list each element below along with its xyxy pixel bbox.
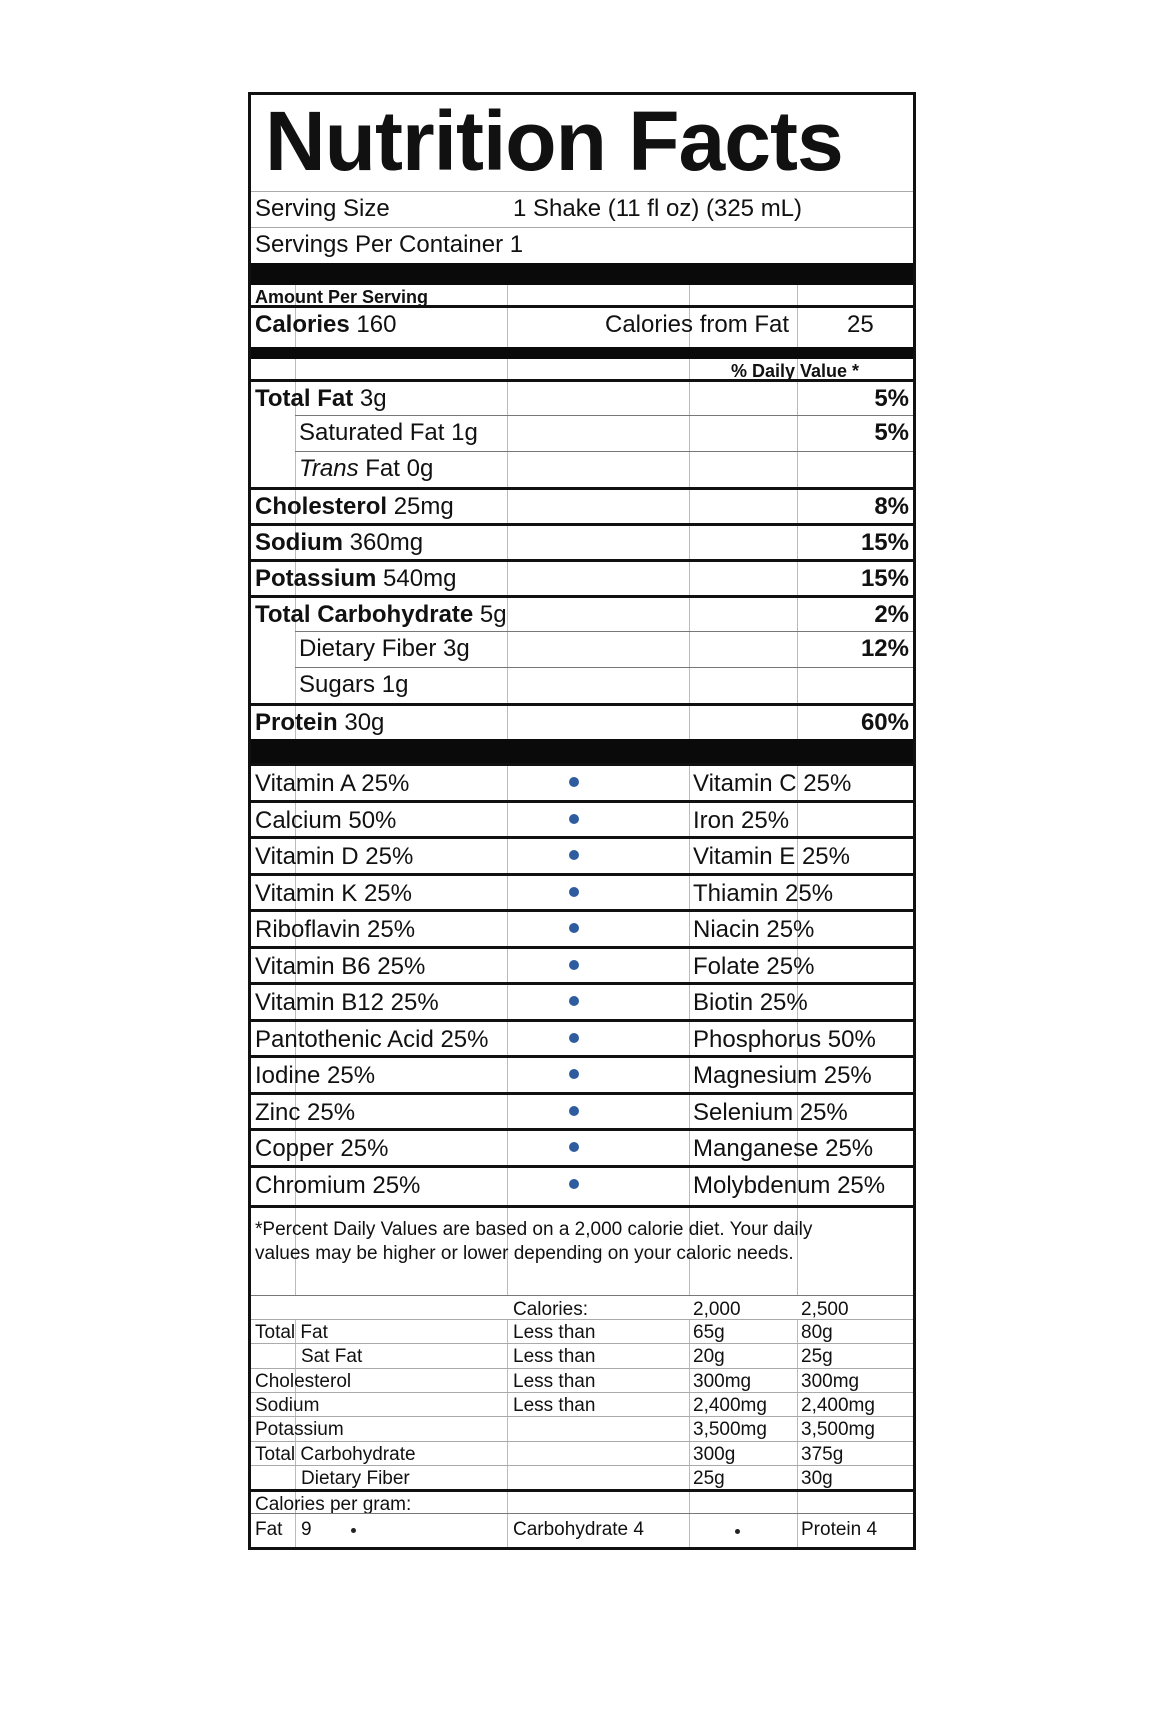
servings-per-container: Servings Per Container 1 bbox=[255, 231, 524, 258]
calories-per-gram-label: Calories per gram: bbox=[255, 1494, 412, 1515]
vitamin-row bbox=[251, 1165, 913, 1202]
separator-dot bbox=[735, 1529, 740, 1534]
vitamin-row bbox=[251, 1019, 913, 1056]
nutrient-row-total-fat bbox=[251, 379, 913, 415]
bullet-dot bbox=[569, 850, 579, 860]
calories-from-fat-value: 25 bbox=[847, 311, 874, 338]
reference-value-2000: 2,400mg bbox=[693, 1394, 767, 1416]
nutrient-row-sodium bbox=[251, 523, 913, 559]
vitamin-row bbox=[251, 946, 913, 983]
vitamin-left: Zinc 25% bbox=[255, 1098, 356, 1126]
fat-value: 9 bbox=[301, 1519, 312, 1540]
vitamin-right: Vitamin E 25% bbox=[693, 843, 850, 870]
divider-bar bbox=[251, 347, 913, 359]
reference-value-2500: 80g bbox=[801, 1322, 833, 1343]
reference-qualifier: Less than bbox=[513, 1346, 596, 1368]
reference-nutrient: Sodium bbox=[255, 1394, 320, 1416]
bullet-dot bbox=[569, 1179, 579, 1189]
reference-value-2500: 25g bbox=[801, 1346, 833, 1368]
vitamin-right: Niacin 25% bbox=[693, 916, 815, 943]
nutrient-dv: 5% bbox=[874, 385, 909, 412]
bullet-dot bbox=[569, 1106, 579, 1116]
reference-value-2500: 3,500mg bbox=[801, 1419, 875, 1441]
calories-value: 160 bbox=[356, 311, 397, 338]
reference-row bbox=[251, 1441, 913, 1465]
nutrient-name: Cholesterol bbox=[255, 493, 388, 520]
vitamin-row bbox=[251, 800, 913, 837]
serving-size-value: 1 Shake (11 fl oz) (325 mL) bbox=[513, 195, 803, 222]
divider-bar bbox=[251, 263, 913, 285]
divider-bar bbox=[251, 739, 913, 763]
carb-per-gram: Carbohydrate 4 bbox=[513, 1519, 644, 1540]
vitamin-right: Phosphorus 50% bbox=[693, 1025, 876, 1053]
serving-size-row bbox=[251, 191, 913, 227]
fat-label: Fat bbox=[255, 1519, 283, 1540]
vitamin-right: Selenium 25% bbox=[693, 1098, 848, 1126]
nutrient-amount: 5g bbox=[479, 601, 507, 628]
bullet-dot bbox=[569, 1033, 579, 1043]
nutrient-name: Sodium bbox=[255, 529, 343, 556]
nutrient-name: Saturated Fat bbox=[299, 419, 445, 446]
vitamin-left: Iodine 25% bbox=[255, 1062, 376, 1089]
nutrition-label bbox=[248, 92, 916, 1550]
reference-value-2500: 30g bbox=[801, 1467, 833, 1489]
reference-qualifier: Less than bbox=[513, 1322, 596, 1343]
nutrient-amount: 25mg bbox=[393, 493, 454, 520]
reference-qualifier: Less than bbox=[513, 1370, 596, 1392]
calories-per-gram-row bbox=[251, 1489, 913, 1513]
amount-header-row bbox=[251, 285, 913, 305]
nutrient-amount: 1g bbox=[381, 671, 409, 698]
reference-value-2500: 300mg bbox=[801, 1370, 860, 1392]
separator-dot bbox=[351, 1528, 356, 1533]
nutrient-row-sugars bbox=[295, 667, 913, 703]
reference-nutrient: Cholesterol bbox=[255, 1370, 352, 1392]
vitamin-left: Copper 25% bbox=[255, 1135, 389, 1162]
vitamin-right: Folate 25% bbox=[693, 952, 815, 980]
bullet-dot bbox=[569, 923, 579, 933]
bullet-dot bbox=[569, 777, 579, 787]
reference-value-2000: 300mg bbox=[693, 1370, 752, 1392]
footnote-line-2: values may be higher or lower depending on your caloric needs. bbox=[255, 1243, 794, 1264]
nutrient-amount: 3g bbox=[443, 635, 470, 662]
vitamin-left: Vitamin B6 25% bbox=[255, 952, 426, 980]
reference-header-row bbox=[251, 1295, 913, 1319]
nutrient-amount: 3g bbox=[359, 385, 387, 412]
bullet-dot bbox=[569, 996, 579, 1006]
reference-calories-label: Calories: bbox=[513, 1299, 588, 1320]
nutrient-row-potassium bbox=[251, 559, 913, 595]
dv-header-row bbox=[251, 359, 913, 379]
nutrient-name: Total Carbohydrate bbox=[255, 601, 474, 628]
reference-value-2000: 25g bbox=[693, 1467, 725, 1489]
reference-col-2000: 2,000 bbox=[693, 1299, 741, 1320]
bullet-dot bbox=[569, 887, 579, 897]
nutrient-dv: 2% bbox=[874, 601, 909, 628]
nutrient-row-protein bbox=[251, 703, 913, 739]
footnote-line-1: *Percent Daily Values are based on a 2,000 calorie diet. Your daily bbox=[255, 1219, 813, 1240]
bullet-dot bbox=[569, 814, 579, 824]
nutrient-amount: 30g bbox=[344, 709, 385, 736]
nutrient-amount: 540mg bbox=[383, 565, 457, 592]
nutrient-amount: Fat 0g bbox=[365, 455, 434, 482]
nutrient-row-cholesterol bbox=[251, 487, 913, 523]
vitamin-left: Chromium 25% bbox=[255, 1171, 421, 1199]
nutrient-name: Sugars bbox=[299, 671, 376, 698]
reference-value-2000: 65g bbox=[693, 1322, 725, 1343]
vitamin-row bbox=[251, 836, 913, 873]
reference-nutrient: Potassium bbox=[255, 1419, 344, 1441]
reference-nutrient: Sat Fat bbox=[301, 1346, 363, 1368]
reference-value-2500: 375g bbox=[801, 1443, 844, 1465]
nutrient-row-trans-fat bbox=[295, 451, 913, 487]
vitamin-row bbox=[251, 763, 913, 800]
reference-row bbox=[251, 1392, 913, 1416]
vitamin-left: Riboflavin 25% bbox=[255, 916, 416, 943]
bullet-dot bbox=[569, 1069, 579, 1079]
vitamin-right: Vitamin C 25% bbox=[693, 770, 852, 797]
reference-value-2500: 2,400mg bbox=[801, 1394, 875, 1416]
nutrient-dv: 15% bbox=[860, 565, 909, 592]
nutrient-amount: 1g bbox=[451, 419, 478, 446]
nutrient-row-dietary-fiber bbox=[295, 631, 913, 667]
vitamin-left: Calcium 50% bbox=[255, 806, 397, 834]
nutrient-name: Total Fat bbox=[255, 385, 354, 412]
vitamin-left: Vitamin B12 25% bbox=[255, 989, 439, 1016]
vitamin-row bbox=[251, 982, 913, 1019]
daily-value-header: % Daily Value * bbox=[731, 361, 860, 381]
vitamin-right: Magnesium 25% bbox=[693, 1062, 872, 1089]
vitamin-left: Pantothenic Acid 25% bbox=[255, 1025, 489, 1053]
calories bbox=[255, 313, 396, 337]
vitamin-right: Biotin 25% bbox=[693, 989, 808, 1016]
vitamin-row bbox=[251, 1055, 913, 1092]
nutrient-row-saturated-fat bbox=[295, 415, 913, 451]
reference-row bbox=[251, 1416, 913, 1440]
reference-value-2000: 20g bbox=[693, 1346, 725, 1368]
reference-nutrient: Dietary Fiber bbox=[301, 1467, 410, 1489]
nutrient-dv: 12% bbox=[860, 635, 909, 662]
nutrient-row-total-carbohydrate bbox=[251, 595, 913, 631]
bullet-dot bbox=[569, 1142, 579, 1152]
vitamin-right: Molybdenum 25% bbox=[693, 1171, 886, 1199]
reference-col-2500: 2,500 bbox=[801, 1299, 849, 1320]
reference-row bbox=[251, 1368, 913, 1392]
footnote-block bbox=[251, 1205, 913, 1295]
reference-value-2000: 300g bbox=[693, 1443, 736, 1465]
bullet-dot bbox=[569, 960, 579, 970]
vitamin-row bbox=[251, 1128, 913, 1165]
vitamin-row bbox=[251, 1092, 913, 1129]
reference-value-2000: 3,500mg bbox=[693, 1419, 767, 1441]
nutrient-name: Protein bbox=[255, 709, 338, 736]
reference-row bbox=[251, 1343, 913, 1367]
calories-label: Calories bbox=[255, 311, 350, 338]
nutrient-amount: 360mg bbox=[349, 529, 424, 556]
nutrient-name: Trans bbox=[299, 455, 359, 482]
calories-row bbox=[251, 305, 913, 339]
nutrient-dv: 60% bbox=[860, 709, 909, 736]
nutrient-dv: 15% bbox=[860, 529, 909, 556]
vitamin-left: Vitamin A 25% bbox=[255, 770, 410, 797]
protein-per-gram: Protein 4 bbox=[801, 1519, 878, 1540]
nutrient-name: Dietary Fiber bbox=[299, 635, 437, 662]
vitamin-right: Manganese 25% bbox=[693, 1135, 874, 1162]
reference-nutrient: Total Fat bbox=[255, 1322, 328, 1343]
reference-qualifier: Less than bbox=[513, 1394, 596, 1416]
servings-per-container-row bbox=[251, 227, 913, 263]
reference-row bbox=[251, 1465, 913, 1489]
vitamin-right: Thiamin 25% bbox=[693, 879, 834, 907]
nutrient-name: Potassium bbox=[255, 565, 377, 592]
vitamin-row bbox=[251, 873, 913, 910]
nutrient-dv: 8% bbox=[874, 493, 909, 520]
vitamin-left: Vitamin K 25% bbox=[255, 879, 412, 907]
reference-nutrient: Total Carbohydrate bbox=[255, 1443, 416, 1465]
label-title: Nutrition Facts bbox=[265, 94, 843, 188]
calories-from-fat-label: Calories from Fat bbox=[605, 311, 790, 338]
vitamin-right: Iron 25% bbox=[693, 806, 790, 834]
serving-size-label: Serving Size bbox=[255, 195, 390, 222]
per-gram-values-row bbox=[251, 1513, 913, 1547]
vitamin-left: Vitamin D 25% bbox=[255, 843, 414, 870]
vitamin-row bbox=[251, 909, 913, 946]
reference-row bbox=[251, 1319, 913, 1343]
nutrient-dv: 5% bbox=[874, 419, 909, 446]
amount-per-serving: Amount Per Serving bbox=[255, 287, 429, 307]
